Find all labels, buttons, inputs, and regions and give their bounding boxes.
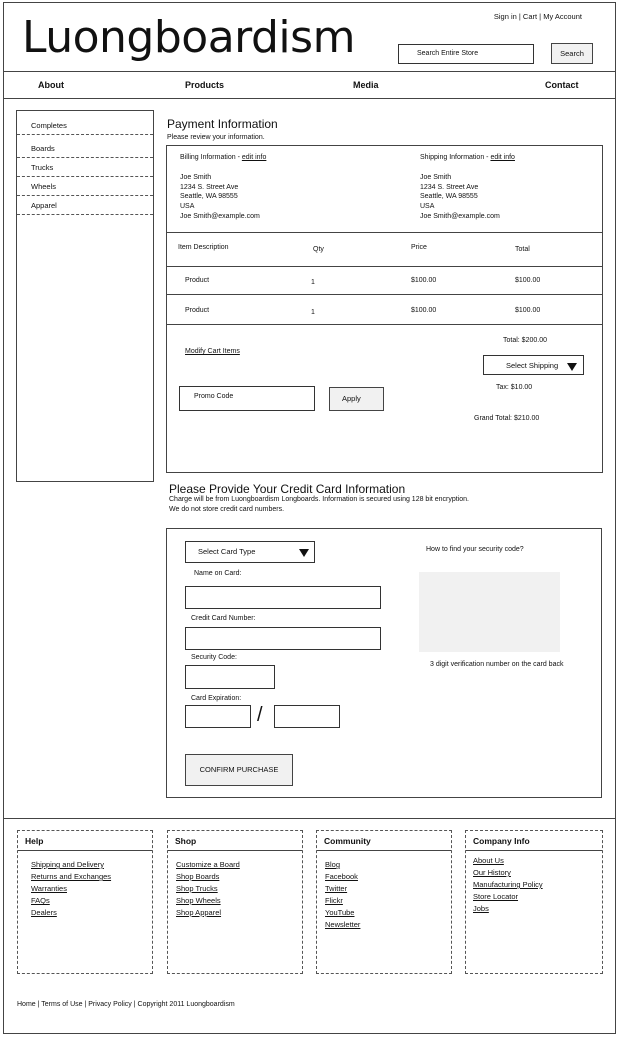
card-type-select-label: Select Card Type [198, 547, 256, 556]
nav-contact[interactable]: Contact [545, 80, 579, 90]
footer-link[interactable]: Dealers [31, 908, 57, 917]
nav-media[interactable]: Media [353, 80, 379, 90]
footer-column-title: Company Info [473, 836, 530, 846]
privacy-link[interactable]: Privacy Policy [88, 1001, 132, 1008]
home-link[interactable]: Home [17, 1001, 36, 1008]
column-header-price: Price [411, 244, 427, 251]
sidebar-item-boards[interactable]: Boards [17, 139, 153, 158]
shipping-line: Seattle, WA 98555 [420, 193, 478, 201]
column-header-item: Item Description [178, 244, 229, 251]
table-divider [166, 294, 603, 295]
shipping-line: Joe Smith [420, 174, 452, 181]
promo-code-placeholder: Promo Code [194, 393, 234, 400]
billing-line: 1234 S. Street Ave [180, 183, 239, 191]
credit-note-2: We do not store credit card numbers. [169, 506, 285, 513]
nav-products[interactable]: Products [185, 80, 225, 90]
row-1-qty: 1 [311, 279, 315, 286]
grand-total-text: Grand Total: $210.00 [474, 415, 540, 422]
site-logo[interactable]: Luongboardism [22, 12, 355, 63]
shipping-line: 1234 S. Street Ave [420, 183, 479, 191]
security-caption: 3 digit verification number on the card back [430, 661, 564, 668]
sidebar-item-completes[interactable]: Completes [17, 116, 153, 135]
shipping-select[interactable] [483, 355, 584, 375]
row-1-item: Product [185, 277, 210, 284]
footer-link[interactable]: Jobs [473, 904, 489, 913]
search-button[interactable]: Search [551, 43, 593, 64]
footer-link[interactable]: About Us [473, 856, 504, 865]
footer-link[interactable]: Store Locator [473, 892, 519, 901]
shipping-label: Shipping Information - [420, 154, 491, 161]
payment-subtitle: Please review your information. [167, 134, 265, 141]
column-header-qty: Qty [313, 246, 324, 253]
shipping-heading [420, 154, 515, 161]
security-code-image [419, 572, 560, 652]
footer-link[interactable]: Twitter [325, 884, 348, 893]
row-2-qty: 1 [311, 309, 315, 316]
shipping-select-label: Select Shipping [506, 361, 559, 370]
expiration-separator: / [257, 704, 263, 726]
row-2-item: Product [185, 307, 210, 314]
billing-line: USA [180, 203, 195, 211]
sidebar-item-wheels[interactable]: Wheels [17, 177, 153, 196]
footer-column-title: Community [324, 836, 371, 846]
search-input[interactable]: Search Entire Store [398, 44, 534, 64]
footer-link[interactable]: FAQs [31, 896, 50, 905]
security-code-label: Security Code: [191, 654, 237, 661]
security-code-input[interactable] [185, 665, 275, 689]
footer-link[interactable]: Facebook [325, 872, 358, 881]
table-divider [166, 232, 603, 233]
name-on-card-label: Name on Card: [194, 570, 242, 577]
billing-address [180, 173, 260, 222]
shipping-edit-link[interactable]: edit info [490, 154, 515, 161]
table-divider [166, 266, 603, 267]
confirm-purchase-button[interactable]: CONFIRM PURCHASE [185, 754, 293, 786]
sign-in-link[interactable]: Sign in [493, 12, 517, 21]
account-links: Sign in | Cart | My Account [493, 12, 582, 21]
billing-edit-link[interactable]: edit info [241, 154, 267, 161]
payment-title: Payment Information [167, 117, 278, 131]
apply-button[interactable]: Apply [329, 387, 384, 411]
credit-note-1: Charge will be from Luongboardism Longboards. Information is secured using 128 bit encryption. [169, 496, 470, 503]
nav-divider [3, 98, 616, 99]
footer-column-title: Help [25, 836, 44, 846]
row-2-total: $100.00 [515, 307, 541, 314]
footer-divider [3, 818, 616, 819]
name-on-card-input[interactable] [185, 586, 381, 609]
credit-card-title: Please Provide Your Credit Card Information [169, 482, 406, 496]
tax-text: Tax: $10.00 [496, 384, 533, 391]
footer-link[interactable]: Shop Apparel [176, 908, 222, 917]
bottom-links: Home | Terms of Use | Privacy Policy | Copyright 2011 Luongboardism [17, 1001, 235, 1008]
footer-link[interactable]: Customize a Board [176, 860, 240, 869]
footer-link[interactable]: YouTube [325, 908, 355, 917]
table-divider [166, 324, 603, 325]
row-2-price: $100.00 [411, 307, 437, 314]
card-number-label: Credit Card Number: [191, 615, 256, 622]
footer-link[interactable]: Manufacturing Policy [473, 880, 543, 889]
security-help-text: How to find your security code? [426, 546, 524, 553]
billing-line: Seattle, WA 98555 [180, 193, 238, 201]
category-sidebar [16, 110, 154, 482]
footer-column-community [316, 830, 452, 974]
sidebar-item-apparel[interactable]: Apparel [17, 196, 153, 215]
subtotal-text: Total: $200.00 [503, 337, 547, 344]
footer-link[interactable]: Newsletter [325, 920, 361, 929]
shipping-address [420, 173, 500, 222]
billing-line: Joe Smith [180, 174, 212, 181]
footer-column-title: Shop [175, 836, 197, 846]
footer-link[interactable]: Shop Boards [176, 872, 220, 881]
card-type-select[interactable] [185, 541, 315, 563]
footer-link[interactable]: Shop Trucks [176, 884, 218, 893]
billing-heading [180, 154, 266, 161]
footer-link[interactable]: Shop Wheels [176, 896, 221, 905]
footer-link[interactable]: Our History [473, 868, 511, 877]
footer-column-divider [18, 850, 152, 851]
shipping-line: USA [420, 203, 435, 211]
billing-line: Joe Smith@example.com [180, 212, 260, 220]
dropdown-arrow-icon [567, 363, 577, 371]
footer-column-divider [317, 850, 451, 851]
cart-link[interactable]: Cart [522, 12, 538, 21]
footer-column-shop [167, 830, 303, 974]
terms-link[interactable]: Terms of Use [41, 1001, 83, 1008]
footer-link[interactable]: Returns and Exchanges [31, 872, 112, 881]
copyright-text: Copyright 2011 Luongboardism [137, 1001, 235, 1008]
row-1-price: $100.00 [411, 277, 437, 284]
billing-label: Billing Information - [180, 154, 242, 161]
column-header-total: Total [515, 246, 530, 253]
expiration-year-input[interactable] [274, 705, 340, 728]
promo-code-input[interactable] [179, 386, 315, 411]
my-account-link[interactable]: My Account [543, 12, 582, 21]
footer-column-divider [168, 850, 302, 851]
header-divider [3, 71, 616, 72]
expiration-month-input[interactable] [185, 705, 251, 728]
sidebar-item-trucks[interactable]: Trucks [17, 158, 153, 177]
dropdown-arrow-icon [299, 549, 309, 557]
footer-link[interactable]: Flickr [325, 896, 343, 905]
row-1-total: $100.00 [515, 277, 541, 284]
footer-link[interactable]: Shipping and Delivery [31, 860, 104, 869]
card-number-input[interactable] [185, 627, 381, 650]
modify-cart-link[interactable]: Modify Cart Items [185, 348, 240, 355]
footer-link[interactable]: Blog [325, 860, 341, 869]
footer-column-help [17, 830, 153, 974]
shipping-line: Joe Smith@example.com [420, 212, 500, 220]
footer-column-company-info [465, 830, 603, 974]
footer-link[interactable]: Warranties [31, 884, 67, 893]
footer-column-divider [466, 850, 602, 851]
nav-about[interactable]: About [38, 80, 64, 90]
card-expiration-label: Card Expiration: [191, 695, 242, 702]
